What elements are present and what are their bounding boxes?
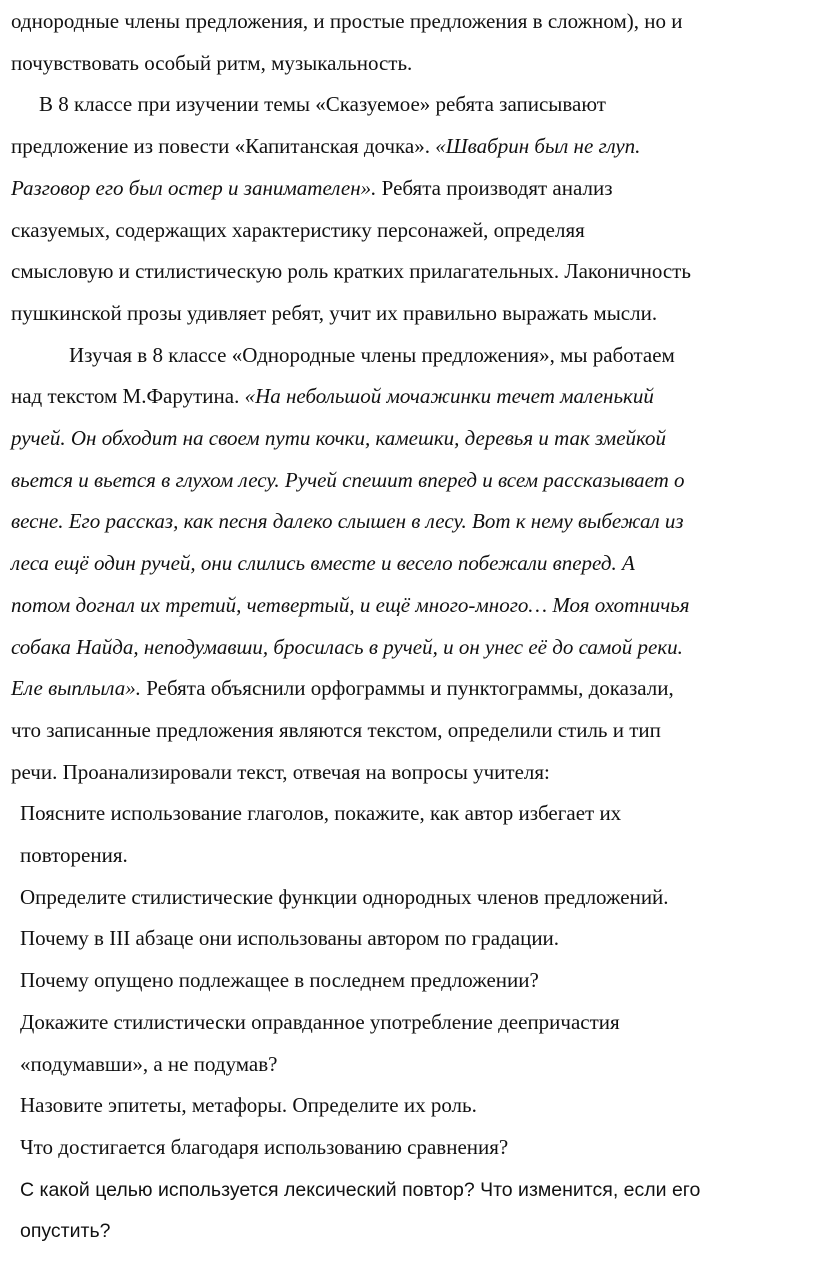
body-text: сказуемых, содержащих характеристику персонажей, определяя: [11, 217, 585, 242]
text-line: [69, 342, 675, 367]
italic-quote-text: весне. Его рассказ, как песня далеко слышен в лесу. Вот к нему выбежал из: [11, 509, 684, 534]
question-line: Почему в III абзаце они использованы автором по градации.: [20, 926, 560, 951]
text-line: [11, 428, 666, 449]
question-line: Назовите эпитеты, метафоры. Определите их роль.: [20, 1093, 477, 1118]
question-line: «подумавши», а не подумав?: [20, 1051, 278, 1076]
italic-quote-text: собака Найда, неподумавши, бросилась в ручей, и он унес её до самой реки.: [11, 634, 683, 659]
question-line: Определите стилистические функции однородных членов предложений.: [20, 884, 669, 909]
text-line: [11, 553, 635, 574]
italic-quote-text: леса ещё один ручей, они слились вместе и весело побежали вперед. А: [11, 551, 635, 576]
text-line: [11, 717, 661, 742]
question-line: опустить?: [20, 1220, 111, 1243]
question-line: Поясните использование глаголов, покажите, как автор избегает их: [20, 801, 622, 826]
body-text: что записанные предложения являются текстом, определили стиль и тип: [11, 717, 661, 742]
question-line: Докажите стилистически оправданное употребление деепричастия: [20, 1009, 620, 1034]
italic-quote-text: вьется и вьется в глухом лесу. Ручей спешит вперед и всем рассказывает о: [11, 467, 685, 492]
text-line: [11, 759, 550, 784]
text-line: [11, 50, 413, 75]
body-text: В 8 классе при изучении темы «Сказуемое» ребята записывают: [39, 92, 606, 117]
text-line: [39, 94, 606, 115]
text-line: [11, 136, 640, 157]
body-text: Изучая в 8 классе «Однородные члены предложения», мы работаем: [69, 342, 675, 367]
question-line: повторения.: [20, 843, 128, 867]
text-line: [11, 467, 685, 492]
body-text: смысловую и стилистическую роль кратких прилагательных. Лаконичность: [11, 259, 691, 284]
text-line: [11, 386, 654, 407]
text-line: [11, 511, 684, 532]
question-line: С какой целью используется лексический повтор? Что изменится, если его: [20, 1178, 701, 1201]
question-line: Что достигается благодаря использованию сравнения?: [20, 1134, 509, 1159]
text-line: [11, 678, 674, 699]
italic-quote-text: «На небольшой мочажинки течет маленький: [244, 384, 654, 409]
body-text: Ребята производят анализ: [376, 175, 613, 200]
text-line: [11, 261, 691, 282]
text-line: [11, 300, 658, 325]
text-line: [11, 11, 682, 32]
italic-quote-text: потом догнал их третий, четвертый, и ещё много-много… Моя охотничья: [11, 592, 690, 617]
text-line: [11, 592, 690, 617]
italic-quote-text: Еле выплыла».: [11, 676, 141, 701]
text-line: [11, 217, 585, 242]
question-line: Почему опущено подлежащее в последнем предложении?: [20, 968, 539, 993]
body-text: однородные члены предложения, и простые предложения в сложном), но и: [11, 9, 683, 33]
body-text: Ребята объяснили орфограммы и пунктограммы, доказали,: [140, 676, 674, 701]
italic-quote-text: «Швабрин был не глуп.: [435, 134, 641, 159]
body-text: почувствовать особый ритм, музыкальность.: [11, 50, 413, 75]
italic-quote-text: ручей. Он обходит на своем пути кочки, камешки, деревья и так змейкой: [11, 426, 667, 450]
italic-quote-text: Разговор его был остер и занимателен».: [11, 175, 377, 200]
body-text: пушкинской прозы удивляет ребят, учит их правильно выражать мысли.: [11, 300, 658, 325]
text-line: [11, 634, 683, 659]
body-text: предложение из повести «Капитанская дочка».: [11, 134, 436, 159]
body-text: над текстом М.Фарутина.: [11, 384, 245, 409]
text-line: [11, 175, 613, 200]
body-text: речи. Проанализировали текст, отвечая на вопросы учителя:: [11, 759, 550, 784]
